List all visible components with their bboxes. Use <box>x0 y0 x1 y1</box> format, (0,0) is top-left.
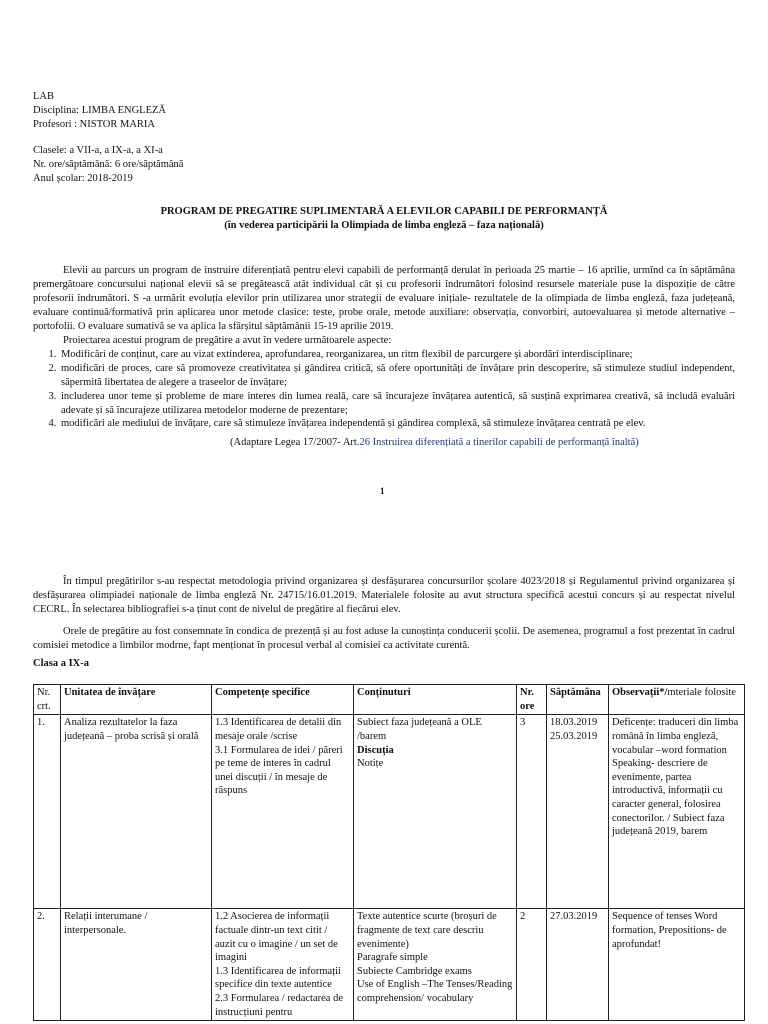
header-nr: Nr. crt. <box>34 685 61 715</box>
header-observations-bold: Observații*/ <box>612 687 668 698</box>
content-item: Subiecte Cambridge exams <box>357 965 472 977</box>
learning-plan-table <box>33 684 745 1021</box>
table-row <box>34 715 745 909</box>
header-line-hours: Nr. ore/săptămână: 6 ore/săptămână <box>33 158 184 170</box>
aspects-list <box>33 348 735 432</box>
attendance-paragraph: Orele de pregătire au fost consemnate în condica de prezență și au fost aduse la cunoștința conducerii școlii. De asemenea, programul a fost prezentat în cadrul comisiei metodice a limbilor modrne, fapt menționat în procesul verbal al comisiei ca activitate curentă. <box>33 625 735 651</box>
header-competences: Competențe specifice <box>212 685 354 715</box>
competence-item: 3.1 Formularea de idei / păreri pe teme de interes în cadrul unei discuții / în mesaje de răspuns <box>215 744 343 797</box>
intro-paragraph-1: Elevii au parcurs un program de instruire diferențiată pentru elevi capabili de performanță derulat în perioada 25 martie – 16 aprilie, urmînd ca în săptămâna premergătoare concursului național elevii să se pregătească atât individual cât și cu profesorii îndrumători folosind resursele materiale puse la dispoziție de către profesorii îndrumători. S -a urmărit evoluția elevilor prin utilizarea unor strategii de evaluare inițiale- rezultatele de la olimpiada de limba engleză, faza județeană, evaluare continuă/formativă prin aplicarea unor metode clasice: teste, probe orale, metode auxiliare: observația, convorbiri, autoevaluarea și metode alternative – portofolii. O evaluare sumativă se va aplica la sfârșitul săptămânii 15-19 aprilie 2019. <box>33 265 735 332</box>
header-observations <box>609 685 745 715</box>
header-hours: Nr. ore <box>517 685 547 715</box>
methodology-paragraph: În timpul pregătirilor s-au respectat metodologia privind organizarea și desfășurarea concursurilor școlare 4023/2018 și Regulamentul privind organizarea și desfășurarea olimpiadei naționale de limba engleză Nr. 24715/16.01.2019. Materialele folosite au avut structura specifică acestui concurs și au respectat nivelul CECRL. În selectarea bibliografiei s-a ținut cont de nivelul de pregătire al fiecărui elev. <box>33 576 735 615</box>
row-contents <box>354 909 517 1021</box>
row-nr: 1. <box>34 715 61 909</box>
row-observations: Sequence of tenses Word formation, Prepositions- de aprofundat! <box>609 909 745 1021</box>
row-nr: 2. <box>34 909 61 1021</box>
intro-section <box>33 264 735 431</box>
competence-item: 2.3 Formularea / redactarea de instrucțiuni pentru <box>215 993 343 1018</box>
class-label: Clasa a IX-a <box>33 658 90 669</box>
week-item: 18.03.2019 <box>550 717 598 729</box>
row-unit: Relații interumane / interpersonale. <box>61 909 212 1021</box>
header-line-lab: LAB <box>33 91 54 102</box>
list-item: 2. modificări de proces, care să promoveze creativitatea și gândirea critică, să ofere oportunități de învățare prin descoperire, să stimuleze studiul independent, săpermită libertatea de alegere a traseelor de învățare; <box>59 362 735 390</box>
table-row <box>34 909 745 1021</box>
document-title-block <box>33 205 735 232</box>
header-contents: Conținuturi <box>354 685 517 715</box>
row-unit: Analiza rezultatelor la faza județeană – proba scrisă și orală <box>61 715 212 909</box>
row-competences <box>212 715 354 909</box>
list-item: 4. modificări ale mediului de învățare, care să stimuleze învățarea independentă și gândirea complexă, să stimuleze învățarea centrată pe elev. <box>59 417 735 431</box>
law-reference-link[interactable]: 26 Instruirea diferențiată a tinerilor capabili de performanță înaltă) <box>359 437 639 448</box>
header-line-teachers: Profesori : NISTOR MARIA <box>33 118 156 130</box>
page-number: 1 <box>380 486 385 496</box>
header-line-year: Anul școlar: 2018-2019 <box>33 172 133 184</box>
content-item: Texte autentice scurte (broșuri de fragmente de text care descriu evenimente) <box>357 911 497 950</box>
competence-item: 1.3 Identificarea de detalii din mesaje orale /scrise <box>215 717 342 742</box>
competence-item: 1.2 Asocierea de informații factuale dintr-un text citit / auzit cu o imagine / un set de imagini <box>215 911 338 964</box>
row-competences <box>212 909 354 1021</box>
week-item: 25.03.2019 <box>550 730 598 742</box>
content-item: Notițe <box>357 758 384 770</box>
document-subtitle: (în vederea participării la Olimpiada de limba engleză – faza națională) <box>224 219 544 231</box>
content-item-bold: Discuția <box>357 744 394 756</box>
list-item: 1. Modificări de conținut, care au vizat extinderea, aprofundarea, reorganizarea, un ritm flexibil de parcurgere și abordări interdisciplinare; <box>59 348 735 362</box>
law-reference-prefix: (Adaptare Legea 17/2007- Art. <box>230 437 360 448</box>
content-item: Subiect faza județeană a OLE /barem <box>357 717 482 742</box>
second-section <box>33 575 735 661</box>
header-week: Săptămâna <box>547 685 609 715</box>
header-line-discipline: Disciplina: LIMBA ENGLEZĂ <box>33 104 166 116</box>
header-line-classes: Clasele: a VII-a, a IX-a, a XI-a <box>33 144 163 156</box>
table-header-row <box>34 685 745 715</box>
row-weeks <box>547 909 609 1021</box>
row-weeks <box>547 715 609 909</box>
intro-paragraph-2: Proiectarea acestui program de pregătire a avut în vedere următoarele aspecte: <box>63 334 392 346</box>
content-item: Use of English –The Tenses/Reading comprehension/ vocabulary <box>357 979 513 1005</box>
law-reference <box>230 436 750 450</box>
week-item: 27.03.2019 <box>550 911 598 923</box>
document-header <box>33 90 333 186</box>
row-hours: 3 <box>517 715 547 909</box>
row-contents <box>354 715 517 909</box>
row-hours: 2 <box>517 909 547 1021</box>
list-item: 3. includerea unor teme și probleme de mare interes din lumea reală, care să încurajeze învățarea autentică, să susțină exprimarea creativă, să includă evaluări adevate și să încurajeze utilizarea metodelor moderne de prezentare; <box>59 390 735 418</box>
header-observations-rest: mteriale folosite <box>667 687 736 698</box>
header-unit: Unitatea de învățare <box>61 685 212 715</box>
content-item: Paragrafe simple <box>357 952 428 964</box>
competence-item: 1.3 Identificarea de informații specifice din texte autentice <box>215 965 341 991</box>
document-title: PROGRAM DE PREGATIRE SUPLIMENTARĂ A ELEVILOR CAPABILI DE PERFORMANȚĂ <box>160 206 608 217</box>
row-observations: Deficențe: traduceri din limba română în limba engleză, vocabular –word formation Speaking- descriere de evenimente, partea introductivă, informații cu caracter general, folosirea conectorilor. / Subiect faza județeană 2019, barem <box>609 715 745 909</box>
